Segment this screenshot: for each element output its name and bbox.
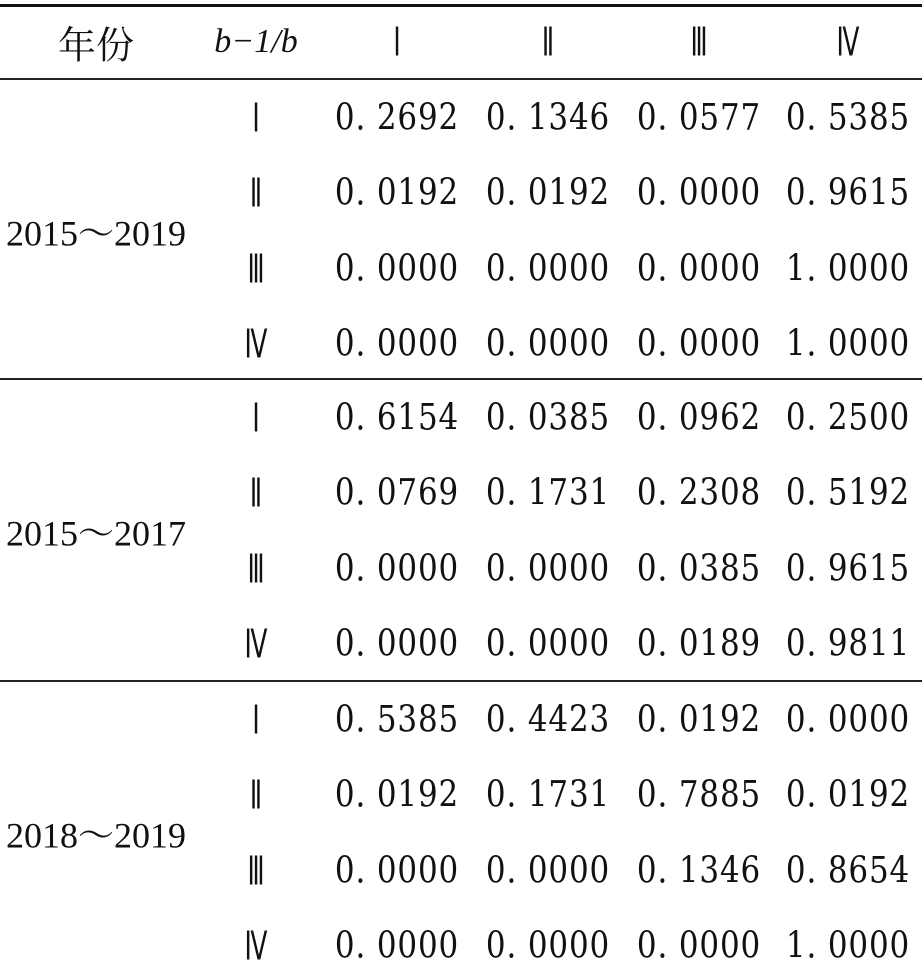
header-col-1: Ⅰ <box>393 19 401 65</box>
value-cell: 0. 9615 <box>785 548 911 590</box>
row-label: Ⅲ <box>247 246 265 292</box>
value-cell: 0. 9811 <box>785 623 911 665</box>
header-year: 年份 <box>57 23 135 68</box>
value-cell: 0. 1346 <box>485 97 611 139</box>
row-label: Ⅱ <box>249 470 263 516</box>
row-label: Ⅱ <box>249 170 263 216</box>
period-cell: 2018～2019 <box>5 815 187 856</box>
value-cell: 0. 6154 <box>334 397 460 439</box>
value-cell: 0. 2500 <box>785 397 911 439</box>
row-label: Ⅲ <box>247 546 265 592</box>
value-cell: 1. 0000 <box>785 925 911 967</box>
header-col-4: Ⅳ <box>836 19 860 65</box>
period-cell: 2015～2017 <box>5 513 187 554</box>
value-cell: 0. 5385 <box>334 699 460 741</box>
group-rule-2 <box>0 680 922 682</box>
value-cell: 0. 0000 <box>485 548 611 590</box>
value-cell: 0. 0000 <box>334 248 460 290</box>
value-cell: 0. 8654 <box>785 850 911 892</box>
row-label: Ⅰ <box>252 95 260 141</box>
value-cell: 0. 9615 <box>785 172 911 214</box>
value-cell: 0. 0000 <box>334 323 460 365</box>
header-rule <box>0 78 922 80</box>
value-cell: 0. 0192 <box>785 774 911 816</box>
value-cell: 0. 0000 <box>334 925 460 967</box>
value-cell: 0. 0189 <box>636 623 762 665</box>
value-cell: 0. 0000 <box>485 323 611 365</box>
value-cell: 0. 0000 <box>485 925 611 967</box>
value-cell: 0. 0000 <box>334 623 460 665</box>
table-top-rule <box>0 4 922 7</box>
row-label: Ⅰ <box>252 395 260 441</box>
value-cell: 0. 1731 <box>485 774 611 816</box>
value-cell: 0. 0192 <box>636 699 762 741</box>
row-label: Ⅰ <box>252 697 260 743</box>
value-cell: 0. 0385 <box>485 397 611 439</box>
value-cell: 0. 0000 <box>334 850 460 892</box>
value-cell: 0. 2692 <box>334 97 460 139</box>
value-cell: 0. 1731 <box>485 472 611 514</box>
value-cell: 0. 0000 <box>636 323 762 365</box>
value-cell: 0. 0962 <box>636 397 762 439</box>
value-cell: 0. 0192 <box>334 774 460 816</box>
value-cell: 0. 0000 <box>485 850 611 892</box>
header-b-label: b−1/b <box>214 23 298 60</box>
row-label: Ⅳ <box>244 321 268 367</box>
period-cell: 2015～2019 <box>5 213 187 254</box>
value-cell: 0. 0577 <box>636 97 762 139</box>
value-cell: 0. 0192 <box>334 172 460 214</box>
value-cell: 0. 0000 <box>636 925 762 967</box>
value-cell: 0. 5192 <box>785 472 911 514</box>
value-cell: 0. 1346 <box>636 850 762 892</box>
value-cell: 0. 0000 <box>485 248 611 290</box>
value-cell: 0. 5385 <box>785 97 911 139</box>
value-cell: 0. 0192 <box>485 172 611 214</box>
row-label: Ⅳ <box>244 621 268 667</box>
row-label: Ⅳ <box>244 923 268 969</box>
value-cell: 0. 0000 <box>485 623 611 665</box>
header-col-3: Ⅲ <box>690 19 708 65</box>
row-label: Ⅱ <box>249 772 263 818</box>
group-rule-1 <box>0 378 922 380</box>
value-cell: 0. 4423 <box>485 699 611 741</box>
value-cell: 0. 0000 <box>636 172 762 214</box>
row-label: Ⅲ <box>247 848 265 894</box>
value-cell: 1. 0000 <box>785 323 911 365</box>
header-col-2: Ⅱ <box>541 19 555 65</box>
value-cell: 0. 7885 <box>636 774 762 816</box>
value-cell: 0. 0000 <box>334 548 460 590</box>
value-cell: 0. 2308 <box>636 472 762 514</box>
value-cell: 0. 0385 <box>636 548 762 590</box>
value-cell: 0. 0000 <box>636 248 762 290</box>
value-cell: 0. 0000 <box>785 699 911 741</box>
value-cell: 0. 0769 <box>334 472 460 514</box>
value-cell: 1. 0000 <box>785 248 911 290</box>
